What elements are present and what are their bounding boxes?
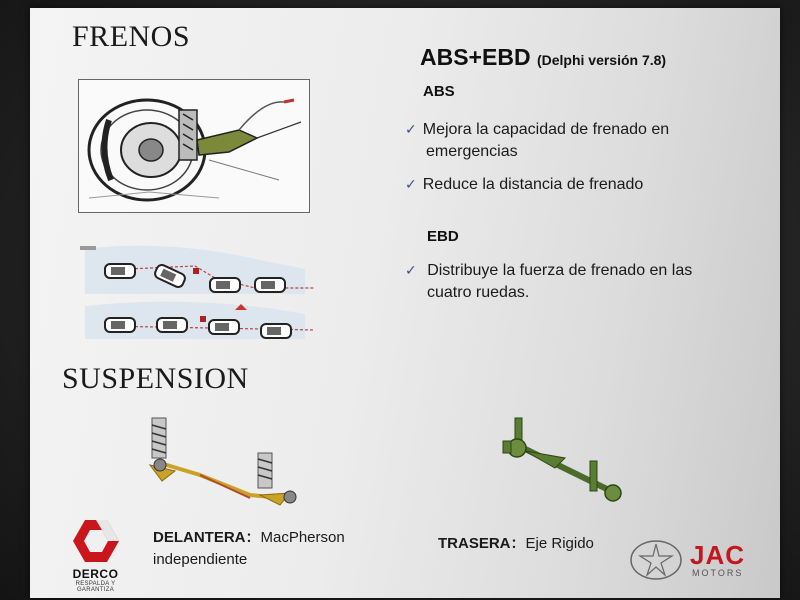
presentation-slide — [30, 8, 780, 598]
abs-bullet-1-line-2: emergencias — [426, 143, 518, 160]
jac-name: JAC — [690, 540, 746, 570]
jac-motors-logo — [628, 538, 778, 583]
derco-name: DERCO — [72, 567, 119, 581]
frenos-title: FRENOS — [72, 20, 191, 53]
front-suspension-value: MacPherson — [260, 529, 345, 546]
derco-logo — [58, 518, 133, 596]
derco-logo-icon — [71, 518, 121, 564]
ebd-bullet-1 — [405, 260, 745, 304]
check-icon: ✓ — [405, 122, 417, 138]
check-icon: ✓ — [405, 177, 417, 193]
derco-tagline: RESPALDA Y GARANTIZA — [75, 581, 116, 593]
ebd-bullet-1-line-2: cuatro ruedas. — [427, 284, 530, 301]
rear-suspension-caption — [438, 532, 594, 553]
jac-star-icon — [628, 538, 684, 582]
abs-ebd-heading-text: ABS+EBD — [420, 44, 531, 70]
front-suspension-line-2: independiente — [153, 551, 248, 568]
front-suspension-illustration — [140, 413, 325, 513]
abs-bullet-1-line-1: Mejora la capacidad de frenado en — [422, 121, 670, 138]
rear-suspension-label: TRASERA： — [438, 535, 526, 552]
abs-car-trajectory-diagram — [75, 234, 325, 344]
brake-diagram-image — [78, 79, 310, 213]
abs-ebd-heading-version: (Delphi versión 7.8) — [536, 52, 667, 68]
abs-heading: ABS — [423, 83, 455, 100]
abs-bullet-2 — [405, 174, 643, 196]
ebd-heading: EBD — [427, 228, 459, 245]
abs-bullet-1 — [405, 119, 735, 163]
abs-ebd-heading — [420, 44, 666, 71]
front-suspension-caption — [153, 527, 393, 571]
ebd-bullet-1-line-1: Distribuye la fuerza de frenado en las — [427, 262, 693, 279]
suspension-title: SUSPENSION — [62, 362, 249, 395]
rear-suspension-value: Eje Rigido — [525, 535, 594, 552]
brake-assembly-illustration — [79, 80, 309, 212]
jac-motors-text: MOTORS — [692, 568, 744, 578]
abs-bullet-2-text: Reduce la distancia de frenado — [422, 176, 644, 193]
check-icon: ✓ — [405, 263, 417, 279]
rear-axle-illustration — [495, 413, 630, 503]
front-suspension-label: DELANTERA： — [153, 529, 261, 546]
